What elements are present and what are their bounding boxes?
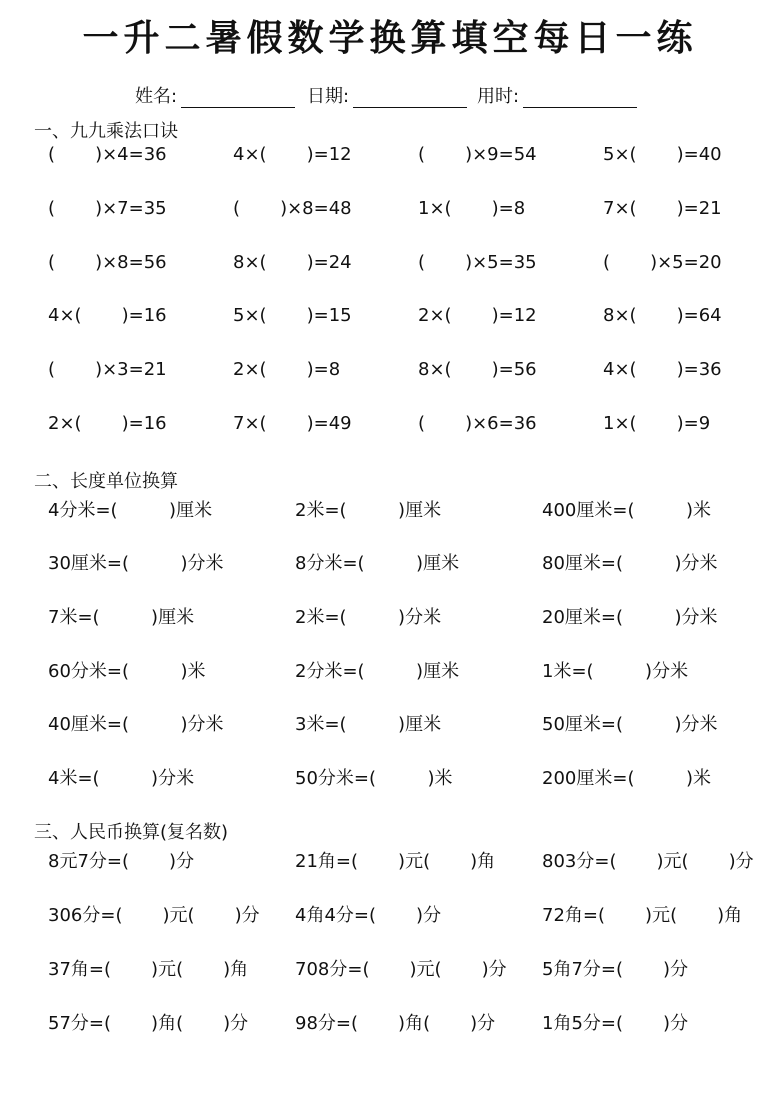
exercise-item[interactable]: 8×( )=24 bbox=[233, 252, 352, 273]
exercise-item[interactable]: 4×( )=36 bbox=[603, 359, 722, 380]
exercise-item[interactable]: ( )×7=35 bbox=[48, 198, 167, 219]
exercise-item[interactable]: 2×( )=12 bbox=[418, 305, 537, 326]
exercise-item[interactable]: 708分=( )元( )分 bbox=[295, 959, 507, 980]
exercise-item[interactable]: 8分米=( )厘米 bbox=[295, 553, 460, 574]
exercise-item[interactable]: 5×( )=40 bbox=[603, 144, 722, 165]
date-label: 日期: bbox=[307, 86, 350, 107]
exercise-item[interactable]: 4×( )=16 bbox=[48, 305, 167, 326]
exercise-item[interactable]: 3米=( )厘米 bbox=[295, 714, 442, 735]
exercise-item[interactable]: 50分米=( )米 bbox=[295, 768, 453, 789]
exercise-item[interactable]: 7米=( )厘米 bbox=[48, 607, 195, 628]
date-blank[interactable] bbox=[353, 89, 467, 108]
exercise-item[interactable]: 40厘米=( )分米 bbox=[48, 714, 224, 735]
exercise-item[interactable]: 306分=( )元( )分 bbox=[48, 905, 260, 926]
exercise-item[interactable]: 2米=( )厘米 bbox=[295, 500, 442, 521]
exercise-item[interactable]: 2米=( )分米 bbox=[295, 607, 442, 628]
exercise-item[interactable]: 98分=( )角( )分 bbox=[295, 1013, 496, 1034]
exercise-item[interactable]: 4分米=( )厘米 bbox=[48, 500, 213, 521]
exercise-item[interactable]: 30厘米=( )分米 bbox=[48, 553, 224, 574]
exercise-item[interactable]: ( )×8=48 bbox=[233, 198, 352, 219]
exercise-item[interactable]: 1角5分=( )分 bbox=[542, 1013, 689, 1034]
date-field[interactable] bbox=[307, 82, 467, 108]
exercise-item[interactable]: 50厘米=( )分米 bbox=[542, 714, 718, 735]
exercise-item[interactable]: 57分=( )角( )分 bbox=[48, 1013, 249, 1034]
exercise-item[interactable]: 1米=( )分米 bbox=[542, 661, 689, 682]
exercise-item[interactable]: 7×( )=49 bbox=[233, 413, 352, 434]
exercise-item[interactable]: 4×( )=12 bbox=[233, 144, 352, 165]
time-blank[interactable] bbox=[523, 89, 637, 108]
worksheet-title: 一升二暑假数学换算填空每日一练 bbox=[82, 17, 698, 59]
exercise-item[interactable]: 400厘米=( )米 bbox=[542, 500, 711, 521]
exercise-item[interactable]: 2×( )=8 bbox=[233, 359, 341, 380]
exercise-item[interactable]: ( )×5=35 bbox=[418, 252, 537, 273]
exercise-item[interactable]: 803分=( )元( )分 bbox=[542, 851, 754, 872]
exercise-item[interactable]: 2×( )=16 bbox=[48, 413, 167, 434]
exercise-item[interactable]: ( )×3=21 bbox=[48, 359, 167, 380]
section-heading: 二、长度单位换算 bbox=[34, 471, 178, 492]
exercise-item[interactable]: 8元7分=( )分 bbox=[48, 851, 195, 872]
section-heading: 一、九九乘法口诀 bbox=[34, 121, 178, 142]
exercise-item[interactable]: 8×( )=64 bbox=[603, 305, 722, 326]
exercise-item[interactable]: 5×( )=15 bbox=[233, 305, 352, 326]
name-label: 姓名: bbox=[135, 86, 178, 107]
exercise-item[interactable]: 60分米=( )米 bbox=[48, 661, 206, 682]
exercise-item[interactable]: 1×( )=9 bbox=[603, 413, 711, 434]
exercise-item[interactable]: 20厘米=( )分米 bbox=[542, 607, 718, 628]
exercise-item[interactable]: 7×( )=21 bbox=[603, 198, 722, 219]
exercise-item[interactable]: 4角4分=( )分 bbox=[295, 905, 442, 926]
exercise-item[interactable]: 37角=( )元( )角 bbox=[48, 959, 249, 980]
exercise-item[interactable]: 5角7分=( )分 bbox=[542, 959, 689, 980]
exercise-item[interactable]: ( )×4=36 bbox=[48, 144, 167, 165]
exercise-item[interactable]: 80厘米=( )分米 bbox=[542, 553, 718, 574]
time-field[interactable] bbox=[477, 82, 637, 108]
exercise-item[interactable]: ( )×5=20 bbox=[603, 252, 722, 273]
exercise-item[interactable]: ( )×9=54 bbox=[418, 144, 537, 165]
exercise-item[interactable]: ( )×6=36 bbox=[418, 413, 537, 434]
name-blank[interactable] bbox=[181, 89, 295, 108]
exercise-item[interactable]: 2分米=( )厘米 bbox=[295, 661, 460, 682]
time-label: 用时: bbox=[477, 86, 520, 107]
exercise-item[interactable]: 1×( )=8 bbox=[418, 198, 526, 219]
exercise-item[interactable]: ( )×8=56 bbox=[48, 252, 167, 273]
section-heading: 三、人民币换算(复名数) bbox=[34, 822, 229, 843]
exercise-item[interactable]: 72角=( )元( )角 bbox=[542, 905, 743, 926]
name-field[interactable] bbox=[135, 82, 295, 108]
exercise-item[interactable]: 21角=( )元( )角 bbox=[295, 851, 496, 872]
exercise-item[interactable]: 4米=( )分米 bbox=[48, 768, 195, 789]
exercise-item[interactable]: 8×( )=56 bbox=[418, 359, 537, 380]
exercise-item[interactable]: 200厘米=( )米 bbox=[542, 768, 711, 789]
